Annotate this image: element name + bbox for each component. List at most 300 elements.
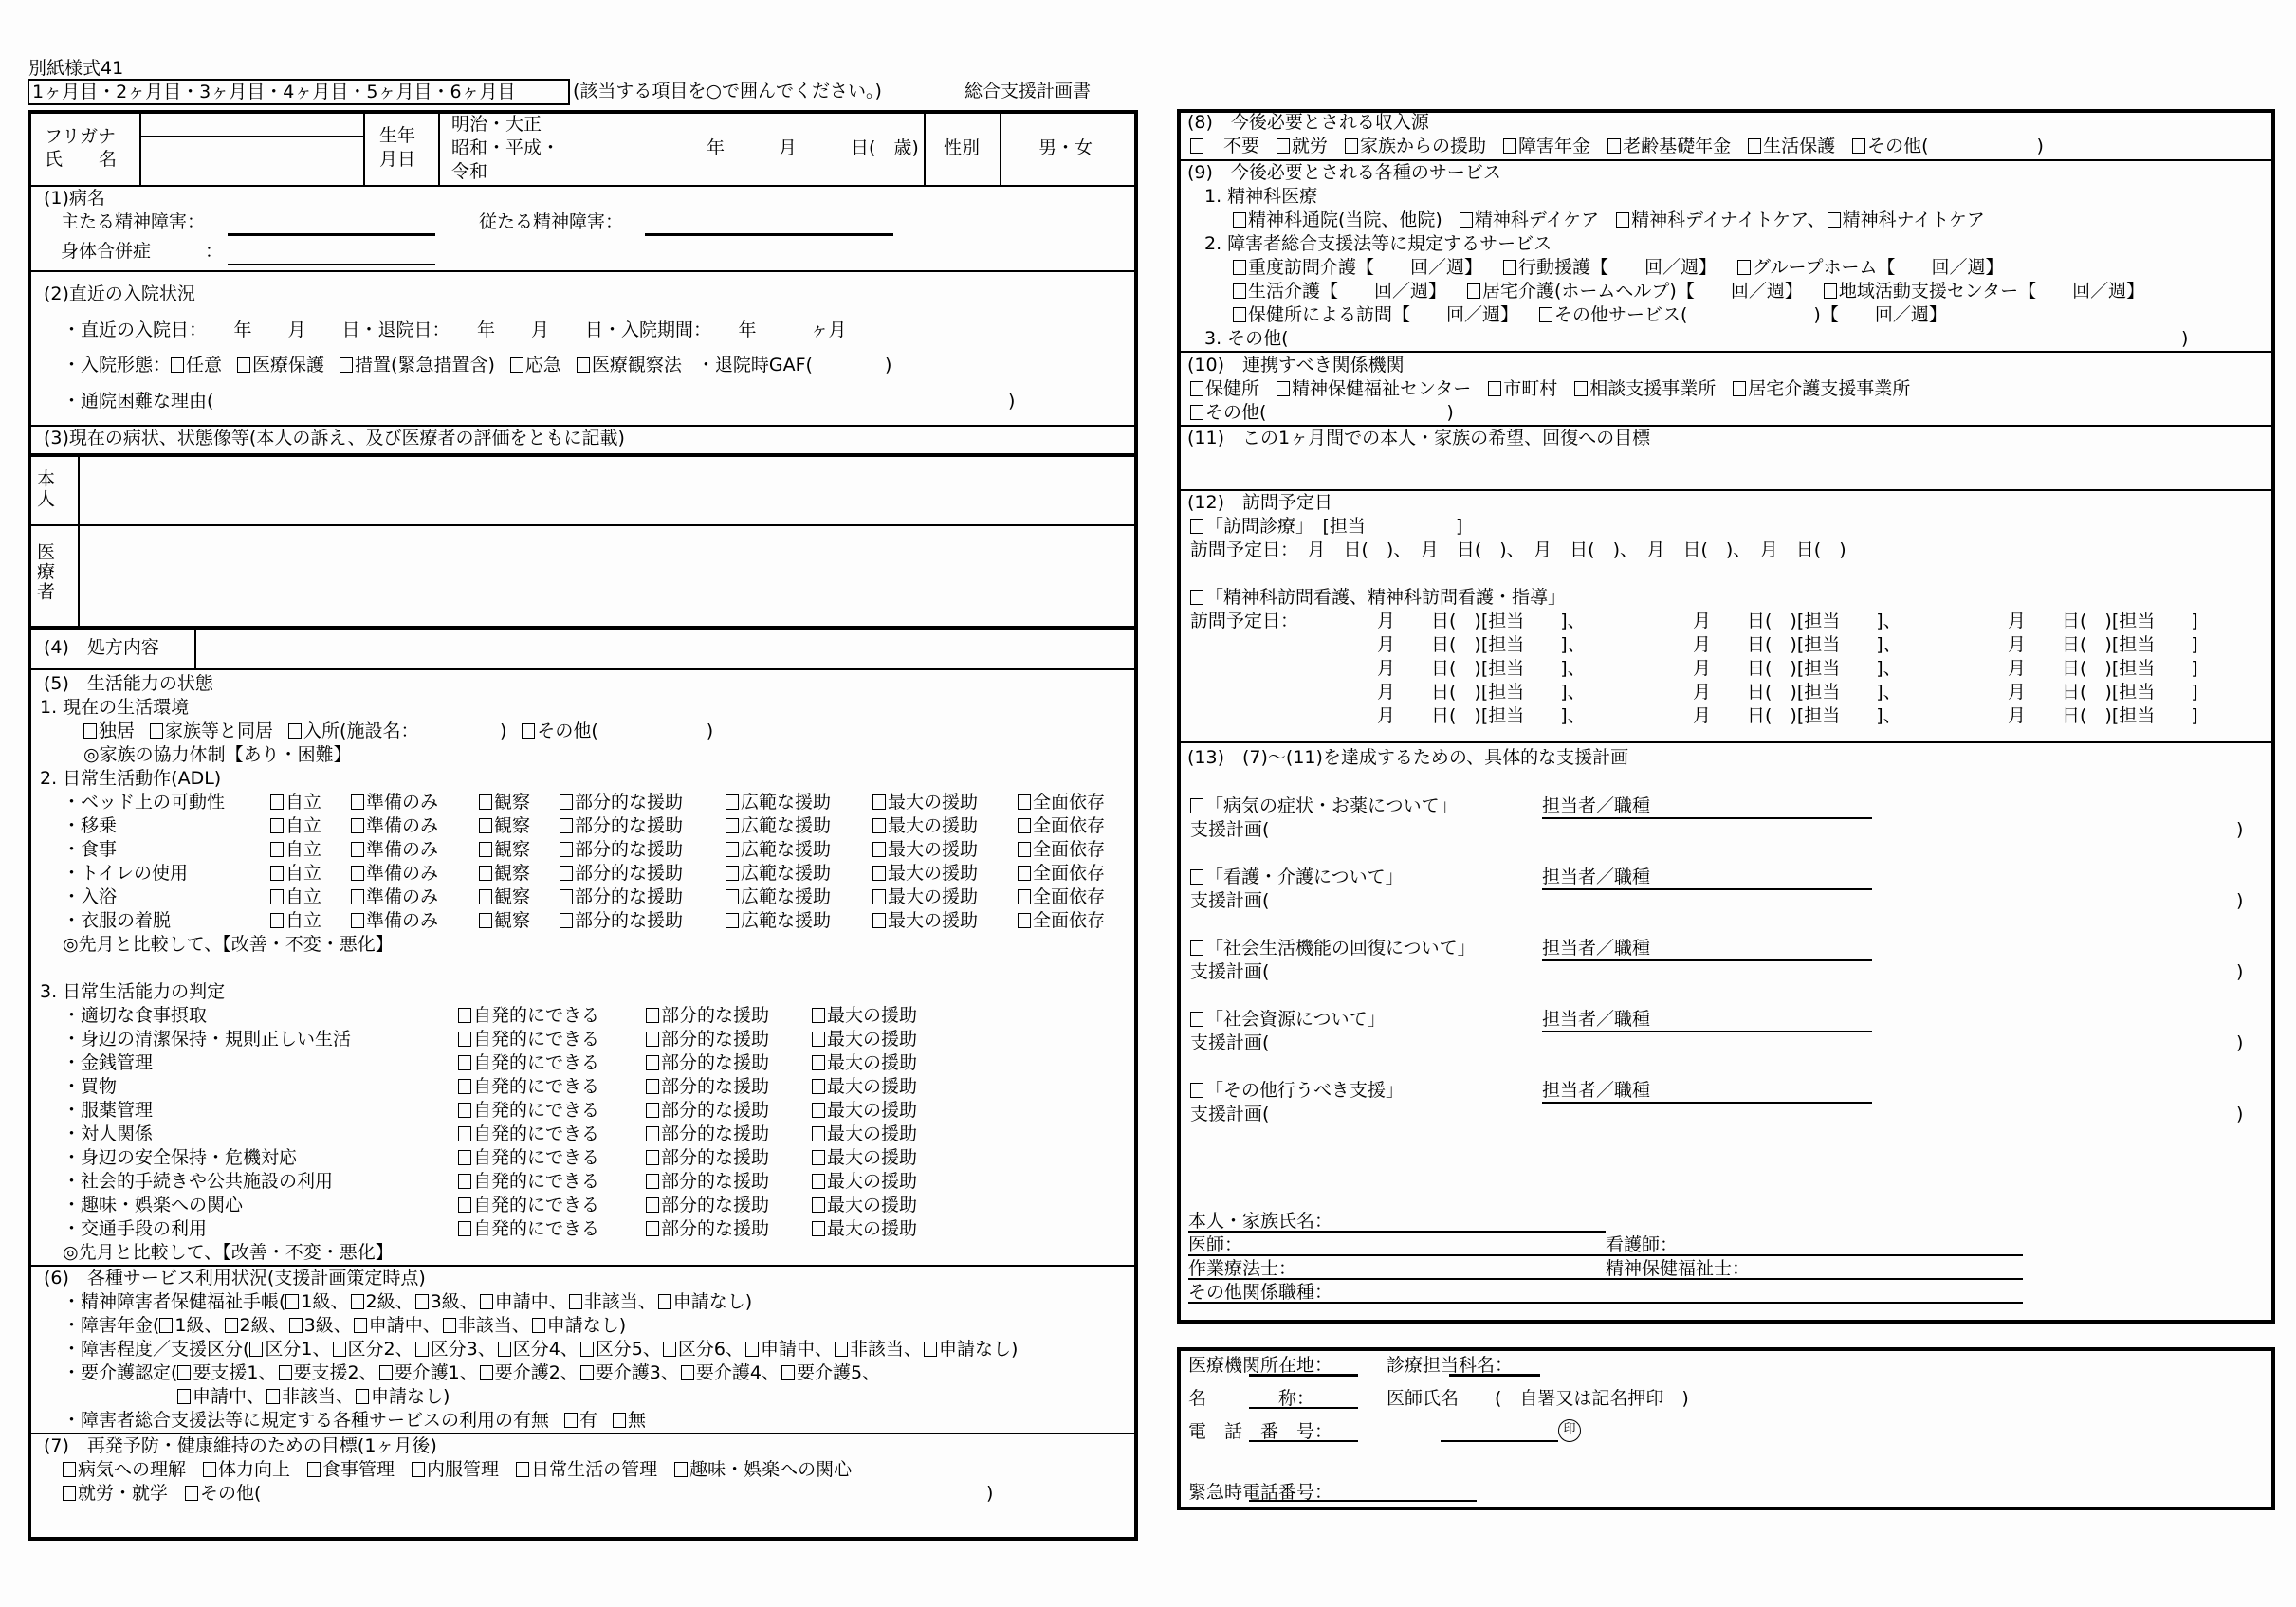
checkbox-icon[interactable] [1190, 1083, 1203, 1098]
psychiatry-option[interactable] [1828, 210, 1985, 230]
status-option[interactable] [580, 1362, 679, 1383]
adl-option[interactable] [270, 909, 321, 933]
adl-option-checkbox[interactable] [726, 863, 831, 884]
status-option[interactable] [289, 1315, 352, 1336]
adl-option-checkbox[interactable] [479, 886, 530, 907]
checkbox-icon[interactable] [351, 866, 364, 881]
nursing-date-slot[interactable]: 月 日( )[担当 ] [2008, 682, 2198, 703]
adl-option-checkbox[interactable] [872, 792, 978, 813]
status-option[interactable] [681, 1362, 780, 1383]
checkbox-icon[interactable] [351, 889, 364, 904]
goal-option[interactable] [307, 1459, 395, 1480]
secondary-disorder-input[interactable] [645, 233, 893, 236]
checkbox-icon[interactable] [781, 1365, 795, 1380]
living-env-option[interactable]: 入所(施設名： ) [288, 721, 506, 741]
support-plan-checkbox[interactable] [1190, 938, 1476, 959]
checkbox-icon[interactable] [1460, 212, 1473, 228]
checkbox-icon[interactable] [510, 357, 523, 373]
checkbox-icon[interactable] [1190, 519, 1203, 534]
adl-option[interactable] [270, 838, 321, 862]
checkbox-icon[interactable] [560, 889, 573, 904]
status-option[interactable] [658, 1291, 752, 1312]
adl-option[interactable] [270, 791, 321, 814]
physical-comorbidity-input[interactable] [228, 264, 435, 265]
judge-option-checkbox[interactable] [458, 1171, 599, 1192]
medical-evaluation-input[interactable] [81, 527, 1135, 626]
adl-option-checkbox[interactable] [872, 815, 978, 836]
nursing-date-slot[interactable]: 月 日( )[担当 ]、 [1693, 611, 1901, 631]
agency-option[interactable] [1733, 378, 1910, 399]
adl-option-checkbox[interactable] [560, 886, 683, 907]
judge-option[interactable] [646, 1051, 769, 1075]
checkbox-icon[interactable] [812, 1055, 825, 1070]
adl-option[interactable] [479, 886, 530, 909]
checkbox-icon[interactable] [1018, 913, 1031, 928]
living-env-option[interactable]: その他( ) [522, 721, 713, 741]
living-env-option[interactable]: 独居 [83, 721, 135, 741]
sex-option[interactable]: 男・女 [1038, 137, 1093, 158]
checkbox-icon[interactable] [560, 794, 573, 810]
adl-option[interactable] [479, 909, 530, 933]
checkbox-icon[interactable] [872, 889, 886, 904]
admission-type-option[interactable]: 応急 [510, 355, 561, 375]
support-plan-label[interactable]: 支援計画( [1190, 1032, 1270, 1053]
admission-type-option[interactable]: 措置(緊急措置含) [340, 355, 495, 375]
adl-option[interactable] [872, 838, 978, 862]
agency-other[interactable]: その他( ) [1190, 401, 1454, 425]
checkbox-icon[interactable] [872, 818, 886, 833]
income-option[interactable] [1607, 136, 1731, 156]
admission-type-option[interactable]: 医療保護 [237, 355, 324, 375]
adl-option[interactable] [351, 838, 438, 862]
doctor-signature-input[interactable] [1441, 1440, 1558, 1442]
judge-option[interactable] [812, 1004, 917, 1028]
checkbox-icon[interactable] [646, 1126, 659, 1141]
dept-input[interactable] [1449, 1374, 1540, 1377]
checkbox-icon[interactable] [726, 889, 739, 904]
checkbox-icon[interactable] [1488, 381, 1501, 396]
checkbox-icon[interactable] [379, 1365, 393, 1380]
adl-option-checkbox[interactable] [351, 839, 438, 860]
checkbox-icon[interactable] [646, 1174, 659, 1189]
checkbox-icon[interactable] [812, 1079, 825, 1094]
checkbox-icon[interactable] [288, 723, 302, 739]
checkbox-icon[interactable] [1190, 940, 1203, 956]
service-option[interactable] [1503, 257, 1717, 278]
adl-option-checkbox[interactable] [560, 863, 683, 884]
adl-option[interactable] [872, 909, 978, 933]
status-option[interactable] [663, 1339, 744, 1360]
checkbox-icon[interactable] [1190, 405, 1203, 420]
usage-option[interactable] [613, 1410, 646, 1431]
judge-option[interactable] [812, 1170, 917, 1194]
judge-option[interactable] [812, 1194, 917, 1217]
judge-option[interactable] [812, 1123, 917, 1146]
judge-option[interactable] [812, 1051, 917, 1075]
checkbox-icon[interactable] [532, 1318, 545, 1333]
admission-dates[interactable]: ・直近の入院日： 年 月 日・退院日： 年 月 日・入院期間： 年 ヶ月 [63, 320, 847, 340]
support-plan-item[interactable] [1190, 1079, 1404, 1103]
name-input[interactable] [141, 138, 361, 184]
status-option[interactable] [279, 1362, 377, 1383]
adl-option-checkbox[interactable] [479, 863, 530, 884]
judge-option[interactable] [812, 1217, 917, 1241]
checkbox-icon[interactable] [812, 1174, 825, 1189]
judge-option-checkbox[interactable] [458, 1052, 599, 1073]
checkbox-icon[interactable] [177, 1365, 191, 1380]
adl-option[interactable] [270, 814, 321, 838]
status-option[interactable] [159, 1315, 222, 1336]
judge-option-checkbox[interactable] [812, 1052, 917, 1073]
adl-option-checkbox[interactable] [270, 910, 321, 931]
nursing-date-slot[interactable]: 月 日( )[担当 ]、 [1693, 634, 1901, 655]
adl-option-checkbox[interactable] [479, 815, 530, 836]
adl-option-checkbox[interactable] [479, 910, 530, 931]
checkbox-icon[interactable] [681, 1365, 694, 1380]
checkbox-icon[interactable] [658, 1294, 671, 1309]
staff-role-input[interactable] [1542, 1031, 1872, 1032]
judge-compare[interactable]: ◎先月と比較して、【改善・不変・悪化】 [63, 1242, 394, 1263]
adl-option-checkbox[interactable] [1018, 815, 1105, 836]
sign-doctor-nurse-input[interactable] [1188, 1254, 2023, 1256]
adl-option[interactable] [726, 909, 831, 933]
checkbox-icon[interactable] [516, 1462, 529, 1477]
judge-option-checkbox[interactable] [812, 1029, 917, 1050]
checkbox-icon[interactable] [646, 1150, 659, 1165]
judge-option-checkbox[interactable] [812, 1123, 917, 1144]
adl-option[interactable] [479, 791, 530, 814]
checkbox-icon[interactable] [1467, 283, 1480, 299]
judge-option[interactable] [458, 1217, 599, 1241]
status-option[interactable] [532, 1315, 626, 1336]
checkbox-icon[interactable] [1737, 260, 1751, 275]
month-selector[interactable]: 1ヶ月目・2ヶ月目・3ヶ月目・4ヶ月目・5ヶ月目・6ヶ月目 [28, 79, 570, 105]
checkbox-icon[interactable] [458, 1150, 471, 1165]
support-plan-checkbox[interactable] [1190, 795, 1458, 816]
checkbox-icon[interactable] [812, 1150, 825, 1165]
status-option[interactable] [354, 1315, 441, 1336]
era-option-3[interactable]: 令和 [451, 161, 488, 182]
judge-option[interactable] [458, 1099, 599, 1123]
adl-option[interactable] [1018, 838, 1105, 862]
checkbox-icon[interactable] [307, 1462, 321, 1477]
checkbox-icon[interactable] [1345, 138, 1358, 154]
checkbox-icon[interactable] [1828, 212, 1841, 228]
checkbox-icon[interactable] [415, 1294, 429, 1309]
status-option[interactable] [443, 1315, 530, 1336]
checkbox-icon[interactable] [560, 913, 573, 928]
checkbox-icon[interactable] [812, 1126, 825, 1141]
status-option[interactable] [835, 1339, 922, 1360]
goal-option[interactable] [185, 1483, 261, 1504]
checkbox-icon[interactable] [1018, 842, 1031, 857]
goal-option[interactable] [203, 1459, 290, 1480]
nursing-date-slot[interactable]: 月 日( )[担当 ]、 [1693, 705, 1901, 726]
adl-option-checkbox[interactable] [726, 792, 831, 813]
nursing-date-slot[interactable]: 月 日( )[担当 ]、 [1693, 682, 1901, 703]
judge-option-checkbox[interactable] [812, 1218, 917, 1239]
judge-option-checkbox[interactable] [812, 1076, 917, 1097]
checkbox-icon[interactable] [479, 818, 492, 833]
checkbox-icon[interactable] [560, 842, 573, 857]
status-option[interactable] [266, 1386, 354, 1407]
adl-option-checkbox[interactable] [270, 815, 321, 836]
judge-option-checkbox[interactable] [646, 1218, 769, 1239]
checkbox-icon[interactable] [1018, 866, 1031, 881]
goal-option[interactable] [674, 1459, 852, 1480]
checkbox-icon[interactable] [646, 1032, 659, 1047]
adl-option[interactable] [872, 791, 978, 814]
checkbox-icon[interactable] [726, 866, 739, 881]
service-option[interactable] [1233, 257, 1482, 278]
sign-other-input[interactable] [1188, 1302, 2023, 1304]
checkbox-icon[interactable] [289, 1318, 303, 1333]
nursing-date-slot[interactable]: 月 日( )[担当 ]、 [1377, 705, 1586, 726]
adl-option-checkbox[interactable] [726, 839, 831, 860]
checkbox-icon[interactable] [458, 1197, 471, 1213]
adl-option-checkbox[interactable] [872, 839, 978, 860]
checkbox-icon[interactable] [203, 1462, 216, 1477]
adl-option-checkbox[interactable] [560, 910, 683, 931]
checkbox-icon[interactable] [1190, 590, 1203, 605]
checkbox-icon[interactable] [1190, 798, 1203, 813]
adl-option-checkbox[interactable] [270, 792, 321, 813]
judge-option[interactable] [812, 1075, 917, 1099]
service-option[interactable] [1233, 304, 1518, 325]
judge-option-checkbox[interactable] [646, 1195, 769, 1215]
primary-disorder-input[interactable] [228, 233, 435, 236]
checkbox-icon[interactable] [333, 1342, 346, 1357]
checkbox-icon[interactable] [613, 1413, 626, 1428]
checkbox-icon[interactable] [356, 1389, 369, 1404]
judge-option-checkbox[interactable] [458, 1076, 599, 1097]
judge-option-checkbox[interactable] [458, 1195, 599, 1215]
judge-option-checkbox[interactable] [458, 1218, 599, 1239]
sign-family-input[interactable] [1188, 1231, 1606, 1233]
checkbox-icon[interactable] [479, 889, 492, 904]
address-line[interactable] [1249, 1374, 1358, 1377]
checkbox-icon[interactable] [458, 1174, 471, 1189]
adl-option[interactable] [726, 838, 831, 862]
checkbox-icon[interactable] [266, 1389, 280, 1404]
checkbox-icon[interactable] [812, 1197, 825, 1213]
adl-option[interactable] [270, 886, 321, 909]
adl-option[interactable] [560, 886, 683, 909]
adl-option[interactable] [1018, 909, 1105, 933]
status-option[interactable] [379, 1362, 478, 1383]
goal-option[interactable] [516, 1459, 657, 1480]
adl-option-checkbox[interactable] [726, 815, 831, 836]
adl-option[interactable] [560, 791, 683, 814]
adl-option[interactable] [351, 862, 438, 886]
status-option[interactable] [249, 1339, 330, 1360]
goal-option[interactable] [63, 1459, 186, 1480]
judge-option[interactable] [458, 1194, 599, 1217]
checkbox-icon[interactable] [1233, 283, 1246, 299]
staff-role-input[interactable] [1542, 1102, 1872, 1104]
adl-option[interactable] [726, 862, 831, 886]
checkbox-icon[interactable] [569, 1294, 582, 1309]
adl-option[interactable] [351, 909, 438, 933]
income-option[interactable] [1852, 136, 2044, 156]
adl-option[interactable] [479, 814, 530, 838]
staff-role-input[interactable] [1542, 959, 1872, 961]
prescription-input[interactable] [197, 630, 1134, 667]
checkbox-icon[interactable] [872, 842, 886, 857]
checkbox-icon[interactable] [1574, 381, 1588, 396]
judge-option[interactable] [646, 1004, 769, 1028]
agency-option[interactable] [1574, 378, 1716, 399]
checkbox-icon[interactable] [458, 1221, 471, 1236]
judge-option-checkbox[interactable] [458, 1147, 599, 1168]
judge-option-checkbox[interactable] [812, 1195, 917, 1215]
psychiatry-option[interactable] [1460, 210, 1599, 230]
checkbox-icon[interactable] [726, 842, 739, 857]
checkbox-icon[interactable] [177, 1389, 191, 1404]
goal-option[interactable] [412, 1459, 499, 1480]
nursing-date-slot[interactable]: 月 日( )[担当 ]、 [1377, 658, 1586, 679]
staff-role-input[interactable] [1542, 888, 1872, 890]
income-option[interactable] [1190, 136, 1259, 156]
checkbox-icon[interactable] [479, 842, 492, 857]
judge-option-checkbox[interactable] [458, 1029, 599, 1050]
checkbox-icon[interactable] [1018, 818, 1031, 833]
service-option[interactable] [1539, 304, 1947, 325]
checkbox-icon[interactable] [351, 818, 364, 833]
nursing-date-slot[interactable]: 月 日( )[担当 ] [2008, 611, 2198, 631]
adl-option-checkbox[interactable] [270, 839, 321, 860]
support-plan-label[interactable]: 支援計画( [1190, 1104, 1270, 1124]
nursing-date-slot[interactable]: 月 日( )[担当 ] [2008, 658, 2198, 679]
checkbox-icon[interactable] [812, 1032, 825, 1047]
support-plan-label[interactable]: 支援計画( [1190, 890, 1270, 911]
adl-option[interactable] [726, 791, 831, 814]
psychiatry-option[interactable] [1233, 210, 1442, 230]
adl-option-checkbox[interactable] [560, 815, 683, 836]
checkbox-icon[interactable] [726, 913, 739, 928]
checkbox-icon[interactable] [412, 1462, 425, 1477]
income-option[interactable] [1345, 136, 1486, 156]
era-option-2[interactable]: 昭和・平成・ [451, 137, 560, 158]
living-env-option[interactable]: 家族等と同居 [150, 721, 273, 741]
adl-option-checkbox[interactable] [1018, 910, 1105, 931]
adl-option-checkbox[interactable] [1018, 839, 1105, 860]
checkbox-icon[interactable] [480, 1365, 493, 1380]
support-plan-item[interactable] [1190, 937, 1476, 960]
judge-option-checkbox[interactable] [646, 1100, 769, 1121]
checkbox-icon[interactable] [83, 723, 97, 739]
adl-option-checkbox[interactable] [872, 910, 978, 931]
adl-option[interactable] [560, 862, 683, 886]
birthdate-field[interactable]: 年 月 日( 歳) [707, 137, 919, 158]
checkbox-icon[interactable] [872, 913, 886, 928]
checkbox-icon[interactable] [674, 1462, 688, 1477]
status-option[interactable] [177, 1386, 265, 1407]
checkbox-icon[interactable] [577, 357, 590, 373]
checkbox-icon[interactable] [171, 357, 184, 373]
status-option[interactable] [480, 1362, 579, 1383]
goal-option[interactable] [63, 1483, 168, 1504]
adl-option-checkbox[interactable] [351, 815, 438, 836]
nursing-date-slot[interactable]: 月 日( )[担当 ] [2008, 705, 2198, 726]
judge-option-checkbox[interactable] [646, 1171, 769, 1192]
adl-option-checkbox[interactable] [270, 863, 321, 884]
nursing-date-slot[interactable]: 月 日( )[担当 ] [2008, 634, 2198, 655]
status-option[interactable] [480, 1291, 567, 1312]
adl-option[interactable] [872, 862, 978, 886]
status-option[interactable] [333, 1339, 413, 1360]
adl-option-checkbox[interactable] [872, 886, 978, 907]
checkbox-icon[interactable] [646, 1197, 659, 1213]
adl-option-checkbox[interactable] [560, 839, 683, 860]
nursing-date-slot[interactable]: 月 日( )[担当 ]、 [1693, 658, 1901, 679]
checkbox-icon[interactable] [159, 1318, 173, 1333]
status-option[interactable] [415, 1339, 496, 1360]
family-cooperation[interactable]: ◎家族の協力体制【あり・困難】 [83, 744, 352, 765]
adl-option[interactable] [1018, 862, 1105, 886]
adl-option[interactable] [270, 862, 321, 886]
adl-option-checkbox[interactable] [479, 792, 530, 813]
judge-option[interactable] [646, 1099, 769, 1123]
adl-option[interactable] [479, 862, 530, 886]
judge-option[interactable] [646, 1170, 769, 1194]
adl-option-checkbox[interactable] [726, 886, 831, 907]
checkbox-icon[interactable] [1233, 212, 1246, 228]
checkbox-icon[interactable] [1233, 260, 1246, 275]
nursing-option[interactable]: 「精神科訪問看護、精神科訪問看護・指導」 [1190, 586, 1566, 610]
hopes-goals-input[interactable] [1181, 451, 2271, 489]
agency-option[interactable] [1277, 378, 1471, 399]
checkbox-icon[interactable] [270, 842, 284, 857]
checkbox-icon[interactable] [458, 1103, 471, 1118]
adl-option[interactable] [560, 814, 683, 838]
era-option-1[interactable]: 明治・大正 [451, 114, 542, 135]
checkbox-icon[interactable] [872, 866, 886, 881]
patient-statement-input[interactable] [81, 457, 1135, 523]
furigana-input[interactable] [141, 112, 361, 135]
judge-option-checkbox[interactable] [646, 1029, 769, 1050]
judge-option-checkbox[interactable] [812, 1171, 917, 1192]
checkbox-icon[interactable] [1748, 138, 1761, 154]
adl-option-checkbox[interactable] [726, 910, 831, 931]
checkbox-icon[interactable] [63, 1486, 76, 1501]
status-option[interactable] [745, 1339, 833, 1360]
checkbox-icon[interactable] [646, 1103, 659, 1118]
agency-option[interactable] [1190, 378, 1259, 399]
nursing-date-slot[interactable]: 月 日( )[担当 ]、 [1377, 682, 1586, 703]
support-plan-checkbox[interactable] [1190, 1080, 1404, 1101]
checkbox-icon[interactable] [646, 1055, 659, 1070]
checkbox-icon[interactable] [63, 1462, 76, 1477]
checkbox-icon[interactable] [415, 1342, 429, 1357]
adl-option[interactable] [726, 814, 831, 838]
checkbox-icon[interactable] [1616, 212, 1629, 228]
checkbox-icon[interactable] [351, 1294, 364, 1309]
adl-option-checkbox[interactable] [351, 792, 438, 813]
judge-option-checkbox[interactable] [646, 1123, 769, 1144]
checkbox-icon[interactable] [1852, 138, 1865, 154]
support-plan-label[interactable]: 支援計画( [1190, 819, 1270, 840]
service-option[interactable] [1233, 281, 1446, 301]
judge-option[interactable] [458, 1028, 599, 1051]
admission-type-option[interactable]: 任意 [171, 355, 222, 375]
checkbox-icon[interactable] [1190, 1012, 1203, 1027]
status-option[interactable] [569, 1291, 656, 1312]
checkbox-icon[interactable] [1733, 381, 1746, 396]
adl-option-checkbox[interactable] [560, 792, 683, 813]
judge-option[interactable] [646, 1217, 769, 1241]
emergency-phone-input[interactable] [1249, 1500, 1477, 1502]
